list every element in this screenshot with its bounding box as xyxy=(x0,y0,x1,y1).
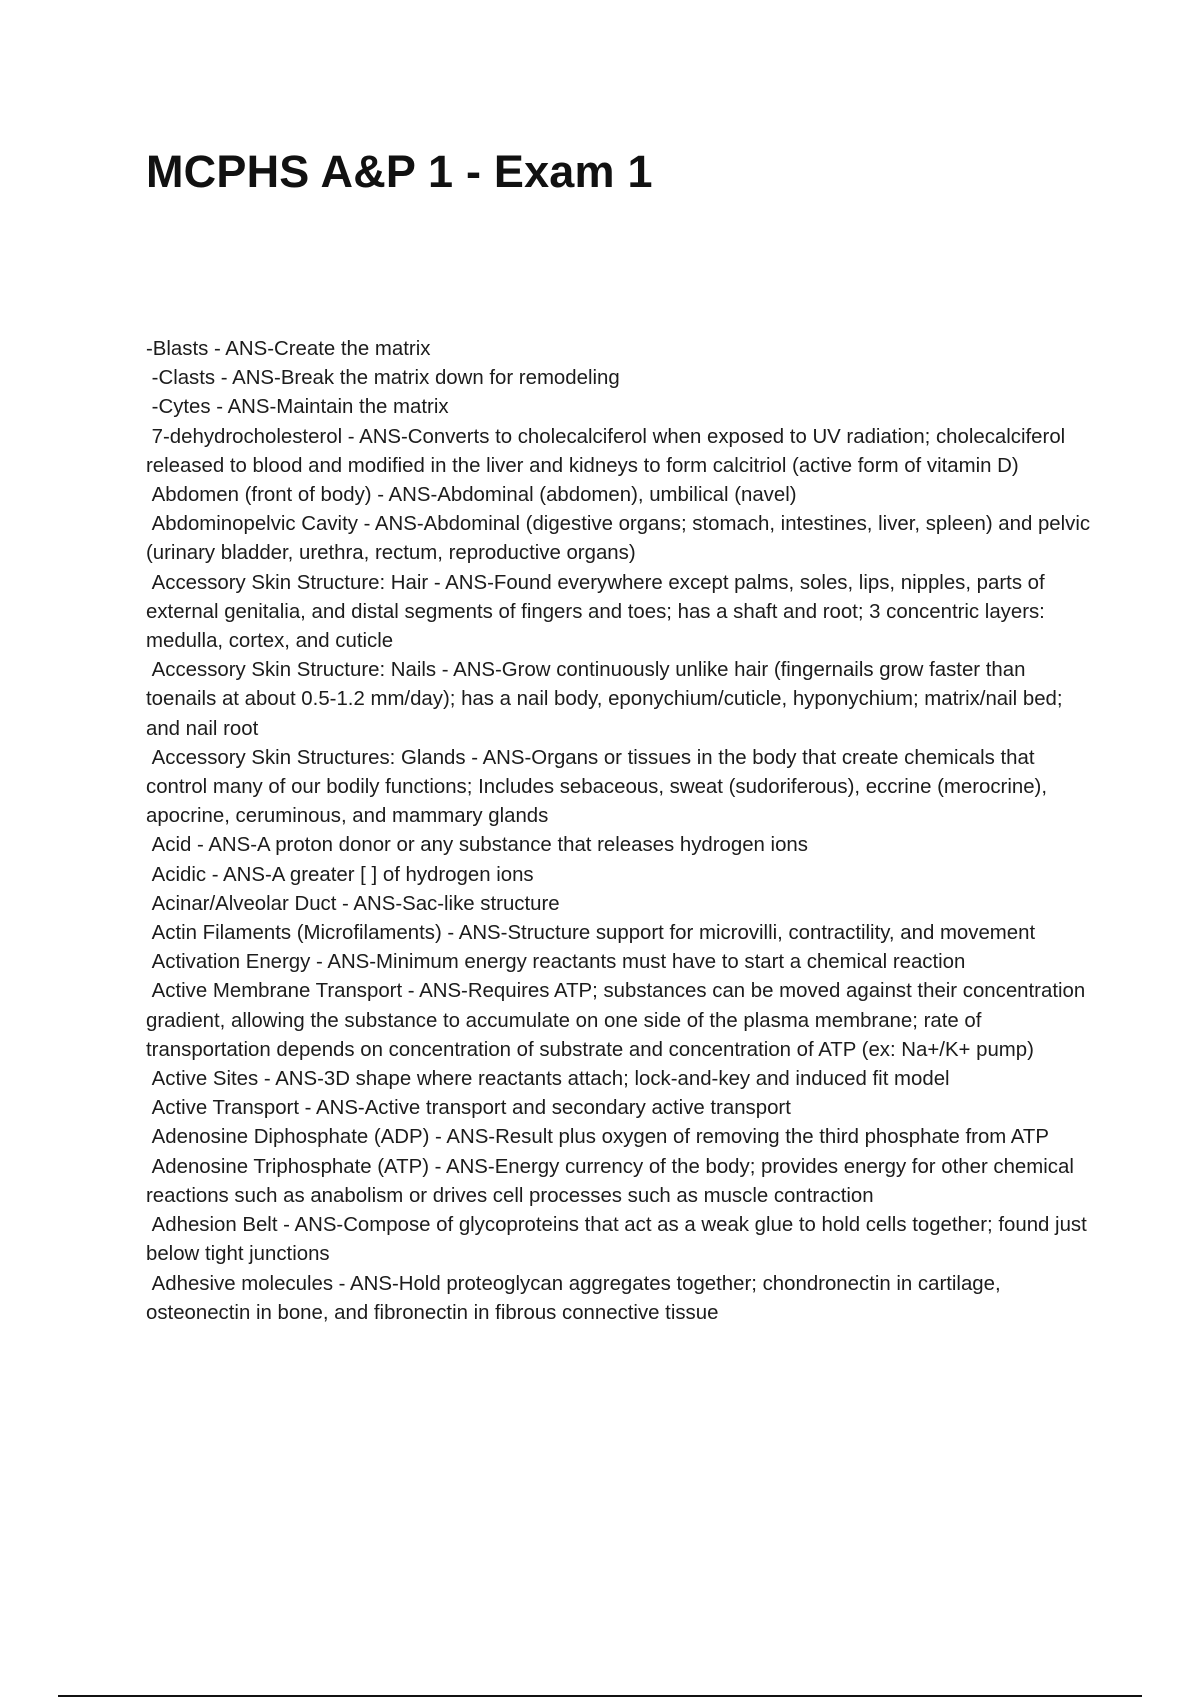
list-item: Accessory Skin Structure: Hair - ANS-Found everywhere except palms, soles, lips, nipples, parts of external genitalia, and distal segments of fingers and toes; has a shaft and root; 3 concentric layers: medulla, cortex, and cuticle xyxy=(146,571,1051,653)
list-item: 7-dehydrocholesterol - ANS-Converts to cholecalciferol when exposed to UV radiation; cholecalciferol released to blood and modified in the liver and kidneys to form calcitriol (active form of vitamin D) xyxy=(146,425,1071,477)
flashcard-list xyxy=(146,335,1096,1328)
list-item: Adenosine Diphosphate (ADP) - ANS-Result plus oxygen of removing the third phosphate from ATP xyxy=(146,1126,1049,1149)
list-item: Actin Filaments (Microfilaments) - ANS-Structure support for microvilli, contractility, and movement xyxy=(146,922,1036,945)
footer-divider xyxy=(58,1695,1142,1697)
list-item: Acidic - ANS-A greater [ ] of hydrogen ions xyxy=(146,863,534,886)
list-item: Accessory Skin Structures: Glands - ANS-Organs or tissues in the body that create chemicals that control many of our bodily functions; Includes sebaceous, sweat (sudoriferous), eccrine (merocrine), apocrine, ceruminous, and mammary glands xyxy=(146,746,1053,828)
list-item: Adenosine Triphosphate (ATP) - ANS-Energy currency of the body; provides energy for other chemical reactions such as anabolism or drives cell processes such as muscle contraction xyxy=(146,1155,1080,1207)
list-item: -Blasts - ANS-Create the matrix xyxy=(146,338,431,360)
list-item: Adhesive molecules - ANS-Hold proteoglycan aggregates together; chondronectin in cartilage, osteonectin in bone, and fibronectin in fibrous connective tissue xyxy=(146,1272,1007,1324)
list-item: -Clasts - ANS-Break the matrix down for remodeling xyxy=(146,367,620,390)
list-item: Active Sites - ANS-3D shape where reactants attach; lock-and-key and induced fit model xyxy=(146,1068,950,1091)
page-title: MCPHS A&P 1 - Exam 1 xyxy=(146,146,653,197)
list-item: Acid - ANS-A proton donor or any substance that releases hydrogen ions xyxy=(146,834,808,857)
list-item: Accessory Skin Structure: Nails - ANS-Grow continuously unlike hair (fingernails grow faster than toenails at about 0.5-1.2 mm/day); has a nail body, eponychium/cuticle, hyponychium; matrix/nail bed; and nail root xyxy=(146,659,1069,740)
list-item: Abdominopelvic Cavity - ANS-Abdominal (digestive organs; stomach, intestines, liver, spleen) and pelvic (urinary bladder, urethra, rectum, reproductive organs) xyxy=(146,513,1096,565)
list-item: Active Membrane Transport - ANS-Requires ATP; substances can be moved against their concentration gradient, allowing the substance to accumulate on one side of the plasma membrane; rate of transportation depends on concentration of substrate and concentration of ATP (ex: Na+/K+ pump) xyxy=(146,980,1091,1061)
list-item: Active Transport - ANS-Active transport and secondary active transport xyxy=(146,1097,791,1120)
list-item: Activation Energy - ANS-Minimum energy reactants must have to start a chemical reaction xyxy=(146,951,966,974)
list-item: -Cytes - ANS-Maintain the matrix xyxy=(146,396,449,419)
list-item: Adhesion Belt - ANS-Compose of glycoproteins that act as a weak glue to hold cells together; found just below tight junctions xyxy=(146,1214,1093,1266)
list-item: Abdomen (front of body) - ANS-Abdominal (abdomen), umbilical (navel) xyxy=(146,484,797,507)
list-item: Acinar/Alveolar Duct - ANS-Sac-like structure xyxy=(146,892,560,915)
